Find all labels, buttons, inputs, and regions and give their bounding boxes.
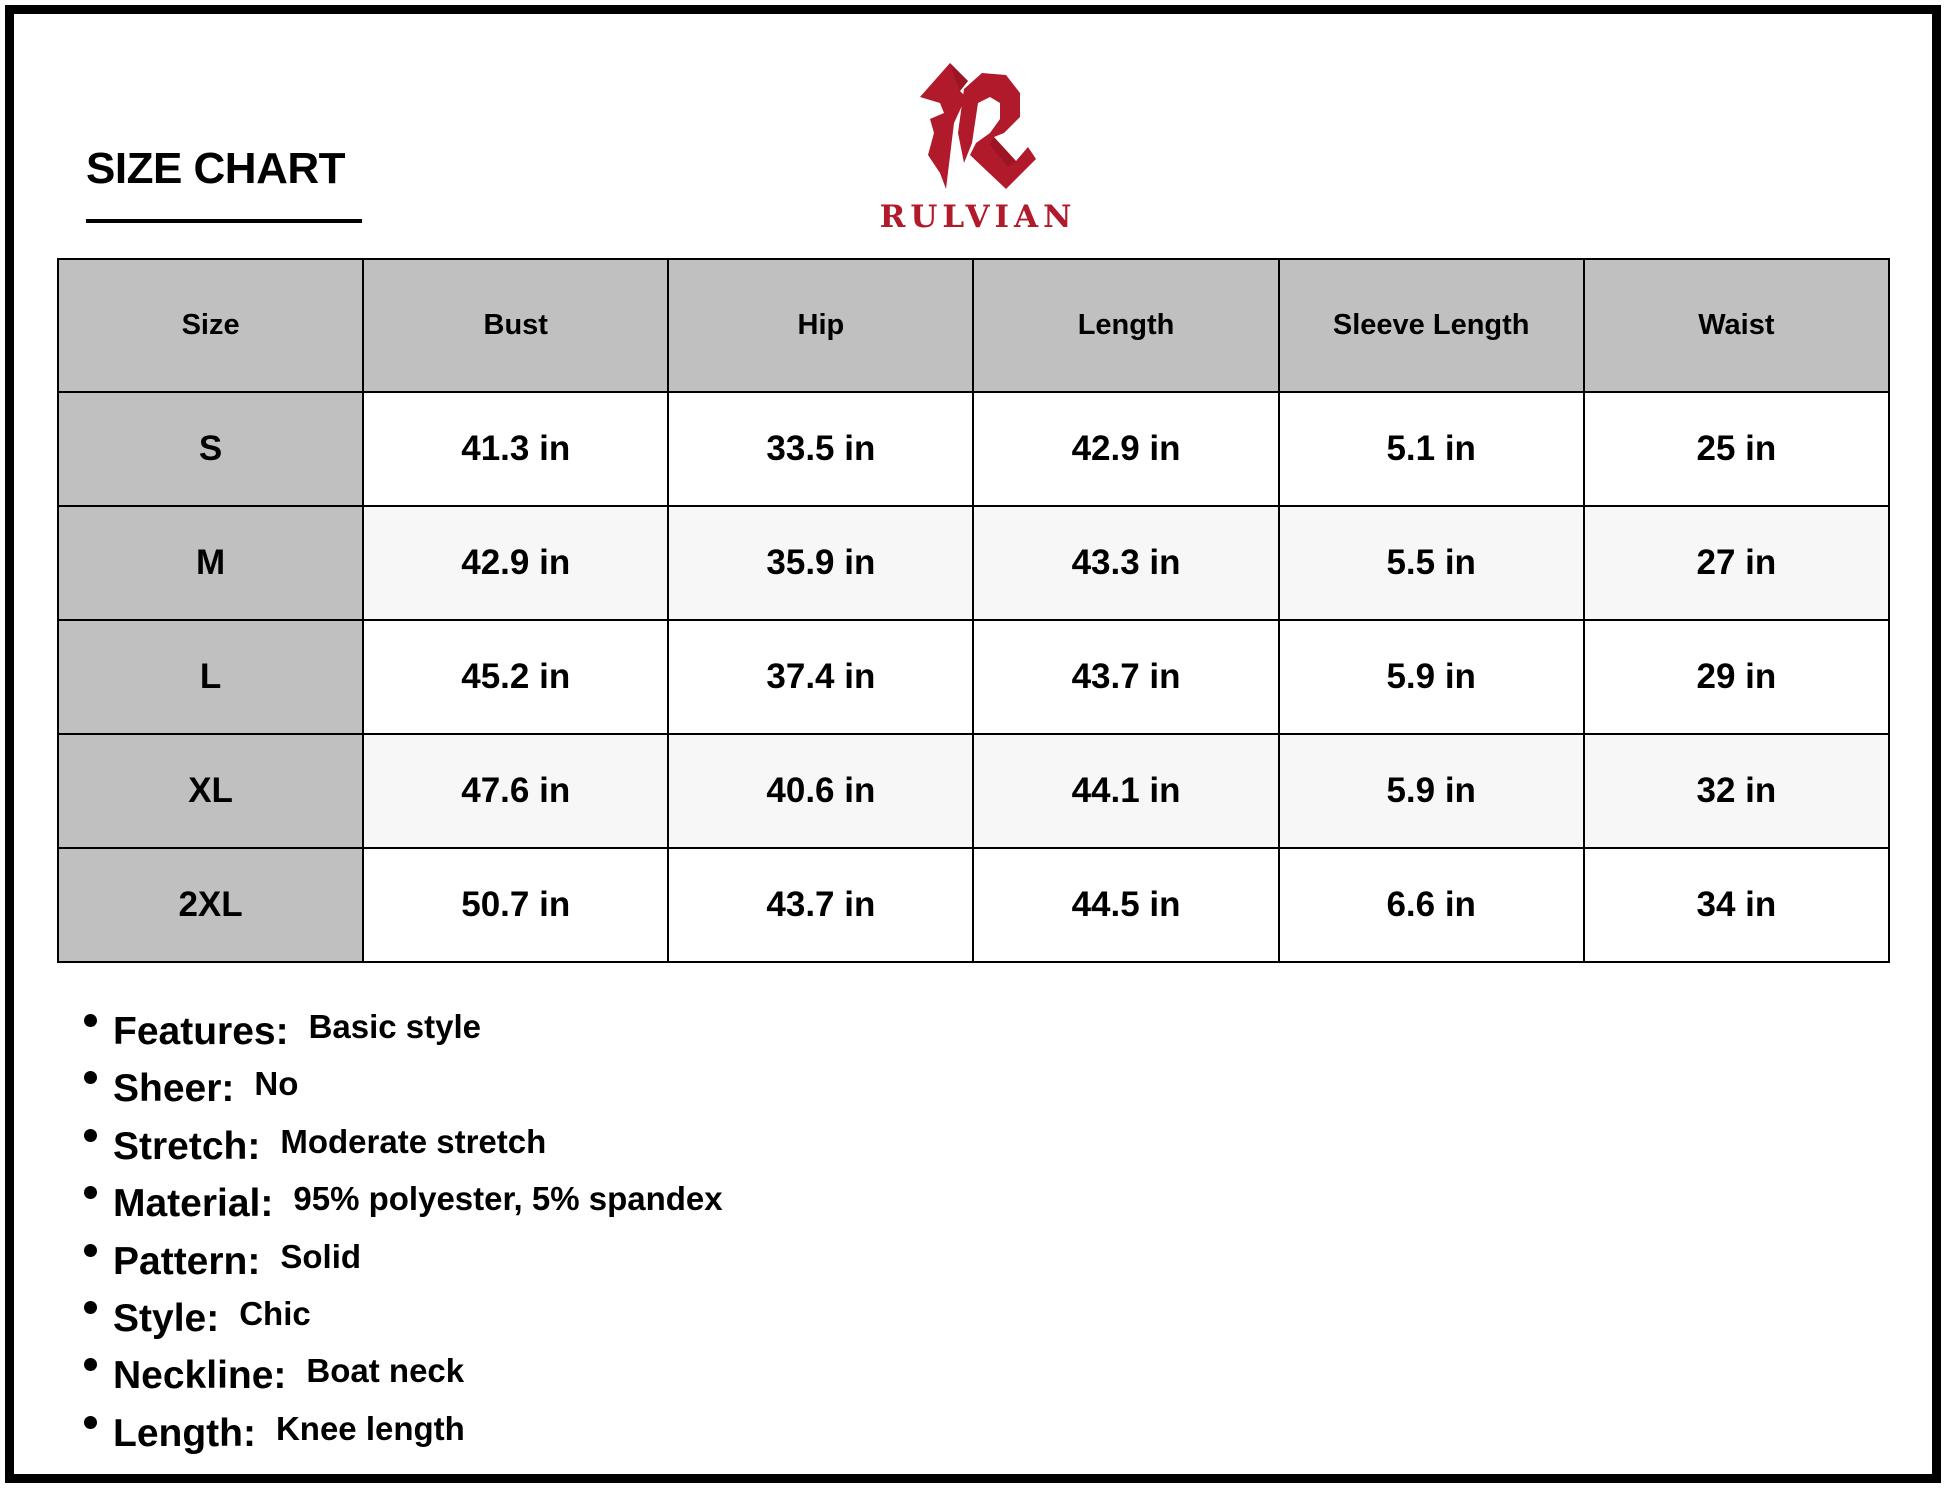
bust-cell: 42.9 in <box>363 506 668 620</box>
hip-cell: 35.9 in <box>668 506 973 620</box>
sleeve-length-cell: 5.1 in <box>1279 392 1584 506</box>
sleeve-length-cell: 5.5 in <box>1279 506 1584 620</box>
bust-cell: 47.6 in <box>363 734 668 848</box>
feature-value: Moderate stretch <box>280 1122 547 1160</box>
table-row <box>58 620 1889 734</box>
bullet-icon <box>84 1014 97 1027</box>
table-row <box>58 734 1889 848</box>
title-underline <box>86 219 362 223</box>
feature-item <box>84 1067 723 1124</box>
size-cell: M <box>58 506 363 620</box>
bust-cell: 50.7 in <box>363 848 668 962</box>
length-cell: 44.5 in <box>973 848 1278 962</box>
length-cell: 44.1 in <box>973 734 1278 848</box>
feature-item <box>84 1237 723 1297</box>
column-header-hip: Hip <box>668 259 973 392</box>
bullet-icon <box>84 1301 97 1314</box>
feature-item <box>84 1409 723 1469</box>
bullet-icon <box>84 1129 97 1142</box>
feature-item <box>84 1010 723 1067</box>
feature-label: Neckline: <box>113 1354 287 1398</box>
waist-cell: 29 in <box>1584 620 1889 734</box>
feature-label: Stretch: <box>113 1124 261 1168</box>
brand-logo <box>860 60 1096 235</box>
bullet-icon <box>84 1244 97 1257</box>
bullet-icon <box>84 1416 97 1429</box>
bust-cell: 45.2 in <box>363 620 668 734</box>
feature-item <box>84 1182 723 1239</box>
feature-value: Solid <box>280 1237 362 1275</box>
feature-item <box>84 1354 723 1411</box>
column-header-bust: Bust <box>363 259 668 392</box>
waist-cell: 25 in <box>1584 392 1889 506</box>
column-header-sleeve-length: Sleeve Length <box>1279 259 1584 392</box>
size-table <box>57 258 1890 963</box>
feature-label: Style: <box>113 1296 220 1340</box>
feature-value: Basic style <box>308 1008 482 1045</box>
feature-label: Material: <box>113 1182 274 1226</box>
feature-item <box>84 1122 723 1182</box>
bullet-icon <box>84 1358 97 1371</box>
table-header-row <box>58 259 1889 392</box>
hip-cell: 33.5 in <box>668 392 973 506</box>
page-title: SIZE CHART <box>86 144 345 193</box>
feature-label: Features: <box>113 1010 289 1053</box>
size-cell: L <box>58 620 363 734</box>
waist-cell: 27 in <box>1584 506 1889 620</box>
feature-value: 95% polyester, 5% spandex <box>293 1180 723 1218</box>
size-cell: S <box>58 392 363 506</box>
stylized-r-logo-icon <box>920 63 1036 189</box>
length-cell: 43.3 in <box>973 506 1278 620</box>
feature-value: No <box>254 1065 299 1103</box>
size-cell: 2XL <box>58 848 363 962</box>
size-cell: XL <box>58 734 363 848</box>
feature-label: Sheer: <box>113 1067 235 1111</box>
brand-wordmark: RULVIAN <box>879 199 1077 235</box>
table-row <box>58 848 1889 962</box>
feature-item <box>84 1294 723 1354</box>
waist-cell: 32 in <box>1584 734 1889 848</box>
bullet-icon <box>84 1186 97 1199</box>
feature-label: Pattern: <box>113 1239 261 1283</box>
column-header-length: Length <box>973 259 1278 392</box>
length-cell: 43.7 in <box>973 620 1278 734</box>
table-row <box>58 506 1889 620</box>
column-header-size: Size <box>58 259 363 392</box>
hip-cell: 40.6 in <box>668 734 973 848</box>
sleeve-length-cell: 6.6 in <box>1279 848 1584 962</box>
waist-cell: 34 in <box>1584 848 1889 962</box>
hip-cell: 37.4 in <box>668 620 973 734</box>
feature-value: Knee length <box>275 1409 465 1447</box>
feature-label: Length: <box>113 1411 256 1455</box>
column-header-waist: Waist <box>1584 259 1889 392</box>
length-cell: 42.9 in <box>973 392 1278 506</box>
feature-list <box>84 1010 723 1469</box>
sleeve-length-cell: 5.9 in <box>1279 734 1584 848</box>
sleeve-length-cell: 5.9 in <box>1279 620 1584 734</box>
bullet-icon <box>84 1071 97 1084</box>
feature-value: Chic <box>239 1294 311 1332</box>
feature-value: Boat neck <box>306 1352 465 1390</box>
bust-cell: 41.3 in <box>363 392 668 506</box>
table-row <box>58 392 1889 506</box>
hip-cell: 43.7 in <box>668 848 973 962</box>
